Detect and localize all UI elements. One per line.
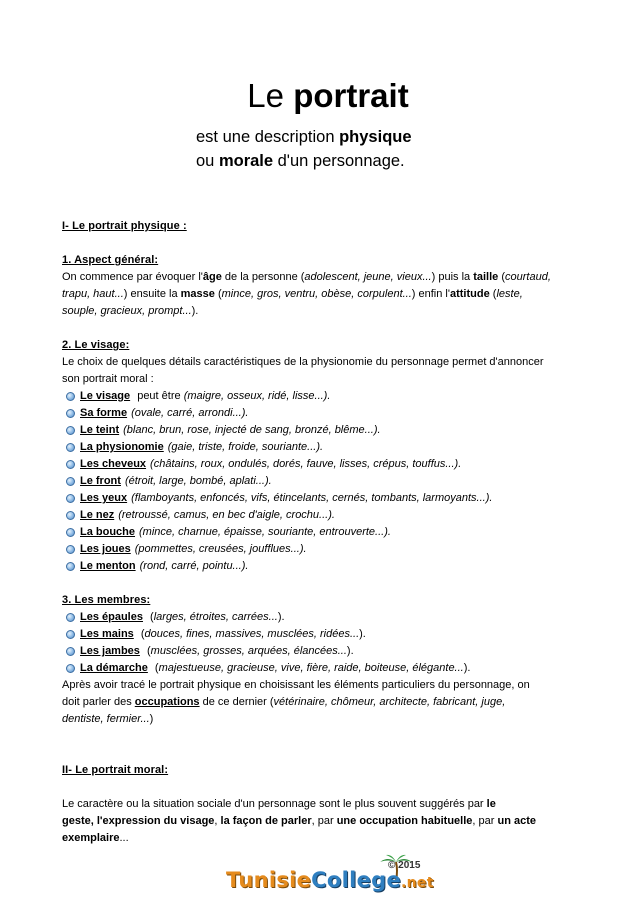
list-item bbox=[66, 422, 582, 439]
list-item-label: Les cheveux bbox=[80, 458, 147, 470]
list-item-close: ). bbox=[463, 662, 471, 674]
logo-text: TunisieCollege.net bbox=[226, 868, 434, 892]
subtitle-bold-physique: physique bbox=[339, 128, 412, 146]
list-item-label: Le teint bbox=[80, 424, 120, 436]
list-item-close: ). bbox=[359, 628, 366, 640]
list-item-open: ( bbox=[146, 611, 154, 623]
subtitle-line-2 bbox=[196, 150, 405, 172]
list-item-text: (retroussé, camus, en bec d'aigle, crochu...). bbox=[118, 509, 335, 521]
list-item bbox=[66, 524, 582, 541]
title-portrait: portrait bbox=[293, 77, 409, 114]
title-le: Le bbox=[247, 77, 285, 114]
list-item bbox=[66, 473, 582, 490]
bullet-icon bbox=[66, 664, 75, 673]
bullet-icon bbox=[66, 613, 75, 622]
membres-paragraph: Après avoir tracé le portrait physique en choisissant les éléments particuliers du personnage, on doit parler des occupations de ce dernier (vétérinaire, chômeur, architecte, fabricant, juge, dentiste, fermier...) bbox=[62, 679, 530, 725]
list-item bbox=[66, 660, 582, 677]
list-item bbox=[66, 439, 582, 456]
list-item-label: La bouche bbox=[80, 526, 136, 538]
list-item bbox=[66, 558, 582, 575]
list-item-label: Les épaules bbox=[80, 611, 143, 623]
list-item-text: (rond, carré, pointu...). bbox=[139, 560, 249, 572]
list-item-label: La démarche bbox=[80, 662, 148, 674]
list-item-text: (maigre, osseux, ridé, lisse...). bbox=[183, 390, 331, 402]
bullet-icon bbox=[66, 511, 75, 520]
section-2-heading: II- Le portrait moral: bbox=[62, 764, 169, 776]
list-item-label: Sa forme bbox=[80, 407, 128, 419]
logo-copyright: © 2015 bbox=[388, 860, 421, 871]
subtitle-text: d'un personnage. bbox=[273, 152, 405, 170]
list-item-text: (gaie, triste, froide, souriante...). bbox=[167, 441, 324, 453]
moral-paragraph: Le caractère ou la situation sociale d'un personnage sont le plus souvent suggérés par le geste, l'expression du visage, la façon de parler, par une occupation habituelle, par un acte exemplaire... bbox=[62, 798, 536, 844]
list-item-label: Les mains bbox=[80, 628, 134, 640]
bullet-icon bbox=[66, 630, 75, 639]
bullet-icon bbox=[66, 494, 75, 503]
list-item-text: (flamboyants, enfoncés, vifs, étincelants, cernés, tombants, larmoyants...). bbox=[131, 492, 493, 504]
bullet-icon bbox=[66, 647, 75, 656]
list-item bbox=[66, 609, 582, 626]
bullet-icon bbox=[66, 392, 75, 401]
bullet-icon bbox=[66, 460, 75, 469]
list-item-label: Les yeux bbox=[80, 492, 128, 504]
list-item-text: (pommettes, creusées, joufflues...). bbox=[134, 543, 307, 555]
list-item-label: Les joues bbox=[80, 543, 131, 555]
list-item bbox=[66, 456, 582, 473]
bullet-icon bbox=[66, 443, 75, 452]
visage-intro: Le choix de quelques détails caractéristiques de la physionomie du personnage permet d'annoncer son portrait moral : bbox=[62, 356, 544, 385]
bullet-icon bbox=[66, 477, 75, 486]
list-item-close: ). bbox=[277, 611, 285, 623]
list-item bbox=[66, 405, 582, 422]
list-item-text: musclées, grosses, arquées, élancées... bbox=[150, 645, 347, 657]
visage-heading: 2. Le visage: bbox=[62, 339, 130, 351]
list-item-text: larges, étroites, carrées... bbox=[153, 611, 278, 623]
membres-list bbox=[62, 609, 582, 677]
list-item bbox=[66, 490, 582, 507]
list-item-text: douces, fines, massives, musclées, ridées... bbox=[144, 628, 360, 640]
aspect-heading: 1. Aspect général: bbox=[62, 254, 159, 266]
page-title bbox=[18, 76, 638, 116]
bullet-icon bbox=[66, 562, 75, 571]
title-block bbox=[0, 76, 638, 170]
list-item bbox=[66, 541, 582, 558]
bullet-icon bbox=[66, 409, 75, 418]
list-item-text: (blanc, brun, rose, injecté de sang, bronzé, blême...). bbox=[123, 424, 381, 436]
subtitle-line-1 bbox=[196, 126, 412, 148]
bullet-icon bbox=[66, 545, 75, 554]
list-item-text: (étroit, large, bombé, aplati...). bbox=[124, 475, 272, 487]
list-item-label: Le nez bbox=[80, 509, 115, 521]
bullet-icon bbox=[66, 528, 75, 537]
list-item-text: (ovale, carré, arrondi...). bbox=[131, 407, 249, 419]
list-item bbox=[66, 626, 582, 643]
site-logo bbox=[226, 860, 434, 900]
list-item-label: Le menton bbox=[80, 560, 136, 572]
content bbox=[62, 218, 582, 847]
list-item-label: Le visage bbox=[80, 390, 131, 402]
list-item-open: ( bbox=[151, 662, 159, 674]
list-item bbox=[66, 507, 582, 524]
visage-list bbox=[62, 388, 582, 575]
membres-heading: 3. Les membres: bbox=[62, 594, 151, 606]
subtitle-text: ou bbox=[196, 152, 219, 170]
list-item-close: ). bbox=[346, 645, 354, 657]
list-item-text: (mince, charnue, épaisse, souriante, entrouverte...). bbox=[139, 526, 391, 538]
subtitle-text: est une description bbox=[196, 128, 340, 146]
list-item-open: ( bbox=[143, 645, 151, 657]
list-item-label: Le front bbox=[80, 475, 121, 487]
list-item bbox=[66, 388, 582, 405]
list-item-label: La physionomie bbox=[80, 441, 164, 453]
list-item-text: (châtains, roux, ondulés, dorés, fauve, lisses, crépus, touffus...). bbox=[150, 458, 462, 470]
list-item-pre: peut être bbox=[134, 390, 184, 402]
bullet-icon bbox=[66, 426, 75, 435]
subtitle-bold-morale: morale bbox=[218, 152, 274, 170]
list-item-label: Les jambes bbox=[80, 645, 140, 657]
aspect-paragraph: On commence par évoquer l'âge de la personne (adolescent, jeune, vieux...) puis la taille (courtaud, trapu, haut...) ensuite la masse (mince, gros, ventru, obèse, corpulent...) enfin l'attitude (leste, souple, gracieux, prompt...). bbox=[62, 271, 551, 317]
list-item-open: ( bbox=[137, 628, 145, 640]
section-1-heading: I- Le portrait physique : bbox=[62, 220, 187, 232]
list-item bbox=[66, 643, 582, 660]
list-item-text: majestueuse, gracieuse, vive, fière, raide, boiteuse, élégante... bbox=[158, 662, 464, 674]
